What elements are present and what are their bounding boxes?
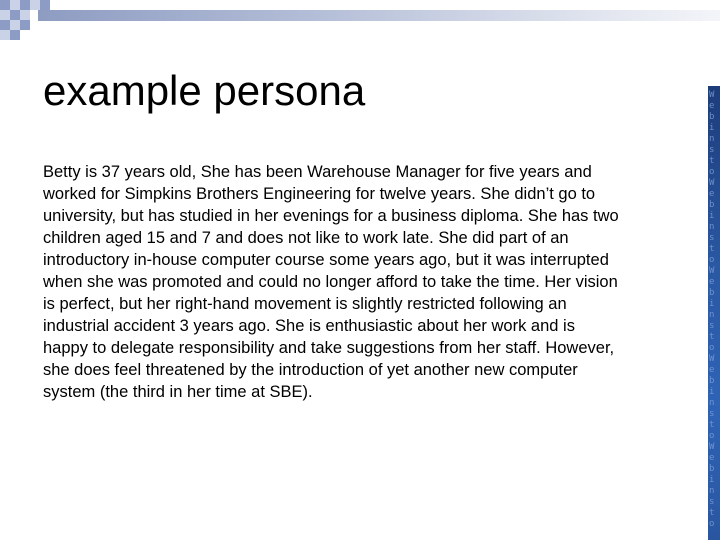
body-line: introductory in-house computer course some years ago, but it was interrupted	[43, 251, 609, 269]
strip-texture-glyph: e	[709, 453, 715, 463]
strip-texture-glyph: W	[709, 90, 715, 100]
strip-texture-glyph: t	[709, 332, 715, 342]
strip-texture-glyph: b	[709, 464, 715, 474]
strip-texture-glyph: n	[709, 222, 715, 232]
strip-texture-glyph: i	[709, 475, 715, 485]
strip-texture-glyph: e	[709, 189, 715, 199]
strip-texture-glyph: W	[709, 266, 715, 276]
strip-texture-glyph: o	[709, 343, 715, 353]
body-line: when she was promoted and could no longer afford to take the time. Her vision	[43, 273, 618, 291]
strip-texture-glyph: t	[709, 156, 715, 166]
strip-texture-glyph: n	[709, 134, 715, 144]
strip-texture-glyph: t	[709, 508, 715, 518]
strip-texture-glyph: s	[709, 145, 715, 155]
strip-texture-glyph: i	[709, 211, 715, 221]
strip-texture-glyph: s	[709, 321, 715, 331]
body-line: system (the third in her time at SBE).	[43, 383, 313, 401]
strip-texture-glyph: o	[709, 255, 715, 265]
strip-texture-glyph: s	[709, 497, 715, 507]
strip-texture-glyph: W	[709, 442, 715, 452]
strip-texture-glyph: b	[709, 288, 715, 298]
strip-texture-glyph: e	[709, 277, 715, 287]
strip-texture-glyph: o	[709, 519, 715, 529]
body-line: happy to delegate responsibility and take suggestions from her staff. However,	[43, 339, 615, 357]
strip-texture-glyph: t	[709, 420, 715, 430]
persona-description	[43, 161, 691, 403]
strip-texture-glyph: W	[709, 354, 715, 364]
strip-texture-glyph: n	[709, 486, 715, 496]
strip-texture-glyph: e	[709, 365, 715, 375]
strip-texture-glyph: b	[709, 376, 715, 386]
strip-texture-glyph: i	[709, 299, 715, 309]
strip-texture-glyph: n	[709, 310, 715, 320]
strip-texture-glyph: b	[709, 112, 715, 122]
strip-texture-glyph: W	[709, 178, 715, 188]
slide-title: example persona	[43, 67, 366, 114]
strip-texture-glyph: i	[709, 387, 715, 397]
strip-texture-glyph: o	[709, 431, 715, 441]
body-line: children aged 15 and 7 and does not like to work late. She did part of an	[43, 229, 569, 247]
body-line: Betty is 37 years old, She has been Warehouse Manager for five years and	[43, 163, 592, 181]
strip-texture-glyph: i	[709, 123, 715, 133]
body-line: she does feel threatened by the introduction of yet another new computer	[43, 361, 578, 379]
top-bar-decoration	[38, 10, 720, 21]
body-line: industrial accident 3 years ago. She is enthusiastic about her work and is	[43, 317, 575, 335]
strip-texture-glyph: s	[709, 409, 715, 419]
strip-texture-glyph: t	[709, 244, 715, 254]
body-line: university, but has studied in her evenings for a business diploma. She has two	[43, 207, 619, 225]
body-line: worked for Simpkins Brothers Engineering for twelve years. She didn’t go to	[43, 185, 596, 203]
body-line: is perfect, but her right-hand movement is slightly restricted following an	[43, 295, 567, 313]
strip-texture-glyph: o	[709, 167, 715, 177]
strip-texture-glyph: s	[709, 233, 715, 243]
strip-texture-glyph: n	[709, 398, 715, 408]
strip-texture-glyph: e	[709, 101, 715, 111]
strip-texture-glyph: b	[709, 200, 715, 210]
right-strip-decoration	[708, 86, 720, 540]
